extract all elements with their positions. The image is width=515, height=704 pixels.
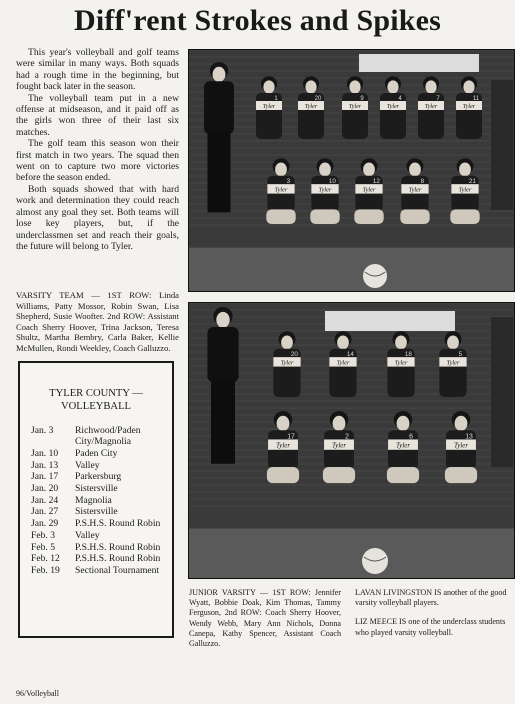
face xyxy=(337,335,349,349)
story-paragraph: The volleyball team put in a new offense at midseason, and it paid off as the girls won three of their last six matches. xyxy=(16,92,179,138)
face xyxy=(275,162,287,176)
wall-window xyxy=(325,311,455,331)
jersey-number: 14 xyxy=(346,351,354,359)
jersey xyxy=(204,81,234,134)
face xyxy=(463,80,474,93)
knees xyxy=(445,467,477,483)
schedule-opponent: P.S.H.S. Round Robin xyxy=(75,553,161,565)
jersey-team-name: Tyler xyxy=(462,104,476,110)
jersey-team-name: Tyler xyxy=(453,442,469,450)
face xyxy=(395,335,407,349)
schedule-row xyxy=(31,565,171,576)
gym-floor xyxy=(189,529,514,579)
knees xyxy=(387,467,419,483)
story-paragraph: The golf team this season won their first match in two years. The squad then went on to capture two more victories before the season ended. xyxy=(16,138,179,184)
knees xyxy=(310,209,339,224)
jv-photo-illustration xyxy=(189,303,514,578)
schedule-opponent: Paden City xyxy=(75,447,118,459)
schedule-opponent: Valley xyxy=(75,459,100,471)
face xyxy=(397,416,410,431)
jersey-team-name: Tyler xyxy=(446,359,460,367)
schedule-opponent: P.S.H.S. Round Robin xyxy=(75,518,161,530)
jersey-team-name: Tyler xyxy=(395,442,411,450)
story-paragraph: Both squads showed that with hard work and determination they could reach almost any goal they set. Both teams will lose key players, but, if the underclassmen set and reach their goals, the future will belong to Tyler. xyxy=(16,183,179,252)
jersey xyxy=(380,93,406,139)
slacks xyxy=(211,380,235,464)
jersey-team-name: Tyler xyxy=(348,104,362,110)
schedule-row xyxy=(31,448,171,459)
face xyxy=(363,162,375,176)
schedule-date: Feb. 19 xyxy=(31,564,60,576)
jersey-number: 12 xyxy=(372,178,380,186)
coach-silhouette xyxy=(491,80,513,210)
jersey-team-name: Tyler xyxy=(275,442,291,450)
page-folio: 96/Volleyball xyxy=(16,689,59,698)
jv-team-photo xyxy=(188,302,515,579)
jersey-number: 6 xyxy=(409,433,413,441)
knees xyxy=(400,209,429,224)
jersey xyxy=(401,176,428,212)
varsity-photo-illustration xyxy=(189,50,514,291)
schedule-date: Jan. 17 xyxy=(31,471,59,483)
face xyxy=(263,80,274,93)
face xyxy=(319,162,331,176)
jersey-team-name: Tyler xyxy=(424,104,438,110)
schedule-row xyxy=(31,425,171,447)
schedule-list xyxy=(31,425,171,577)
schedule-date: Jan. 29 xyxy=(31,518,59,530)
face xyxy=(349,80,360,93)
side-captions xyxy=(355,588,513,647)
jersey-team-name: Tyler xyxy=(304,104,318,110)
jersey-number: 18 xyxy=(404,351,412,359)
story-text xyxy=(16,47,179,252)
face xyxy=(277,416,290,431)
face xyxy=(305,80,316,93)
schedule-title-line: VOLLEYBALL xyxy=(60,401,132,412)
jersey-number: 21 xyxy=(468,178,476,186)
schedule-row xyxy=(31,483,171,494)
schedule-opponent: Valley xyxy=(75,529,100,541)
jersey-number: 1 xyxy=(274,96,278,102)
jersey-number: 7 xyxy=(436,96,440,102)
jersey-team-name: Tyler xyxy=(362,186,376,194)
jersey-number: 13 xyxy=(465,433,473,441)
varsity-caption: VARSITY TEAM — 1ST ROW: Linda Williams, Patty Mossor, Robin Swan, Lisa Shepherd, Susie Woofter. 2nd ROW: Assistant Coach Sherry Hoover, Trina Jackson, Teresa Shultz, Martha Bembry, Carla Baker, Kellie McMullen, Rondi Weekley, Coach Galluzzo. xyxy=(16,290,179,353)
schedule-row xyxy=(31,553,171,564)
face xyxy=(409,162,421,176)
headline: Diff'rent Strokes and Spikes xyxy=(73,4,442,37)
schedule-row xyxy=(31,506,171,517)
jersey xyxy=(418,93,444,139)
schedule-date: Jan. 24 xyxy=(31,494,59,506)
jersey-team-name: Tyler xyxy=(458,186,472,194)
schedule-row xyxy=(31,530,171,541)
varsity-team-photo xyxy=(188,49,515,292)
schedule-date: Jan. 27 xyxy=(31,506,59,518)
jersey xyxy=(342,93,368,139)
knees xyxy=(267,467,299,483)
jersey-team-name: Tyler xyxy=(408,186,422,194)
schedule-row xyxy=(31,495,171,506)
jersey xyxy=(439,349,466,397)
schedule-date: Feb. 12 xyxy=(31,553,60,565)
face xyxy=(333,416,346,431)
side-caption: LIZ MEECE IS one of the underclass students who played varsity volleyball. xyxy=(355,617,506,637)
wall-window xyxy=(359,54,479,72)
schedule-opponent: Sistersville xyxy=(75,506,118,518)
schedule-date: Feb. 5 xyxy=(31,541,55,553)
schedule-date: Jan. 3 xyxy=(31,425,54,436)
schedule-date: Jan. 10 xyxy=(31,447,59,459)
jv-caption: JUNIOR VARSITY — 1ST ROW: Jennifer Wyatt, Bobbie Doak, Kim Thomas, Tammy Ferguson, 2nd ROW: Coach Sherry Hoover, Wendy Webb, Mary Ann Nichols, Donna Canepa, Kathy Spencer, Assistant Coach Galluzzo. xyxy=(189,588,341,649)
jersey-team-name: Tyler xyxy=(262,104,276,110)
jersey-team-name: Tyler xyxy=(274,186,288,194)
schedule-opponent: P.S.H.S. Round Robin xyxy=(75,541,161,553)
schedule-row xyxy=(31,471,171,482)
jersey-number: 10 xyxy=(328,178,336,186)
jersey-number: 3 xyxy=(286,178,291,186)
jersey-team-name: Tyler xyxy=(280,359,294,367)
jersey xyxy=(267,176,294,212)
jersey-team-name: Tyler xyxy=(331,442,347,450)
jersey-team-name: Tyler xyxy=(394,359,408,367)
jersey-number: 11 xyxy=(472,96,480,102)
jersey-number: 20 xyxy=(314,96,322,102)
jersey-number: 20 xyxy=(290,351,298,359)
face xyxy=(213,67,226,82)
jersey xyxy=(256,93,282,139)
schedule-row xyxy=(31,518,171,529)
schedule-row xyxy=(31,542,171,553)
side-caption: LAVAN LIVINGSTON IS another of the good varsity volleyball players. xyxy=(355,588,507,608)
schedule-date: Feb. 3 xyxy=(31,529,55,541)
story-paragraph: This year's volleyball and golf teams were similar in many ways. Both squads had a rough time in the beginning, but fought back later in the season. xyxy=(16,47,179,93)
jersey-number: 4 xyxy=(398,96,402,102)
knees xyxy=(450,209,479,224)
face xyxy=(459,162,471,176)
schedule-date: Jan. 20 xyxy=(31,483,59,495)
schedule-opponent: Richwood/Paden City/Magnolia xyxy=(75,425,141,448)
jersey-team-name: Tyler xyxy=(336,359,350,367)
schedule-opponent: Sistersville xyxy=(75,483,118,495)
face xyxy=(281,335,293,349)
schedule-date: Jan. 13 xyxy=(31,459,59,471)
schedule-box xyxy=(18,361,174,638)
face xyxy=(387,80,398,93)
jersey-number: 17 xyxy=(287,433,295,441)
face xyxy=(425,80,436,93)
schedule-opponent: Parkersburg xyxy=(75,471,122,483)
face xyxy=(455,416,468,431)
schedule-title-line: TYLER COUNTY — xyxy=(49,388,143,399)
knees xyxy=(354,209,383,224)
knees xyxy=(323,467,355,483)
schedule-row xyxy=(31,460,171,471)
jersey-team-name: Tyler xyxy=(318,186,332,194)
face xyxy=(447,335,459,349)
schedule-opponent: Magnolia xyxy=(75,494,112,506)
schedule-opponent: Sectional Tournament xyxy=(75,564,160,576)
jersey xyxy=(207,327,238,382)
slacks xyxy=(208,132,231,213)
jersey-team-name: Tyler xyxy=(386,104,400,110)
face xyxy=(216,312,229,328)
coach-silhouette xyxy=(491,317,513,467)
jersey-number: 2 xyxy=(345,433,349,441)
jersey-number: 8 xyxy=(420,178,425,186)
jersey-number: 5 xyxy=(458,351,463,359)
knees xyxy=(266,209,295,224)
schedule-title xyxy=(20,387,172,413)
gym-floor xyxy=(189,248,514,291)
jersey-number: 9 xyxy=(360,96,364,102)
